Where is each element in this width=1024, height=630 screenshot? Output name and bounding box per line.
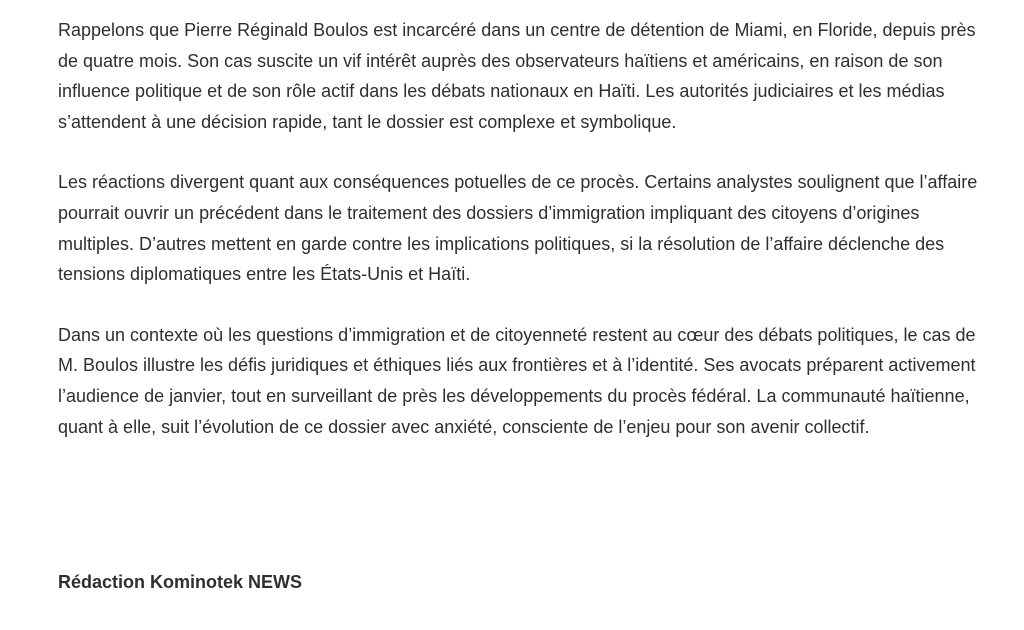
article-signature: Rédaction Kominotek NEWS: [58, 572, 303, 592]
article-body: [58, 15, 988, 472]
article-paragraph-2: Les réactions divergent quant aux conséquences potuelles de ce procès. Certains analystes soulignent que l’affaire pourrait ouvrir un précédent dans le traitement des dossiers d’immigration impliquant des citoyens d’origines multiples. D’autres mettent en garde contre les implications politiques, si la résolution de l’affaire déclenche des tensions diplomatiques entre les États-Unis et Haïti.: [58, 172, 978, 285]
article-paragraph-3: Dans un contexte où les questions d’immigration et de citoyenneté restent au cœur des débats politiques, le cas de M. Boulos illustre les défis juridiques et éthiques liés aux frontières et à l’identité. Ses avocats préparent activement l’audience de janvier, tout en surveillant de près les développements du procès fédéral. La communauté haïtienne, quant à elle, suit l’évolution de ce dossier avec anxiété, consciente de l’enjeu pour son avenir collectif.: [58, 324, 976, 437]
article-paragraph-1: Rappelons que Pierre Réginald Boulos est incarcéré dans un centre de détention de Miami, en Floride, depuis près de quatre mois. Son cas suscite un vif intérêt auprès des observateurs haïtiens et américains, en raison de son influence politique et de son rôle actif dans les débats nationaux en Haïti. Les autorités judiciaires et les médias s’attendent à une décision rapide, tant le dossier est complexe et symbolique.: [58, 20, 976, 132]
